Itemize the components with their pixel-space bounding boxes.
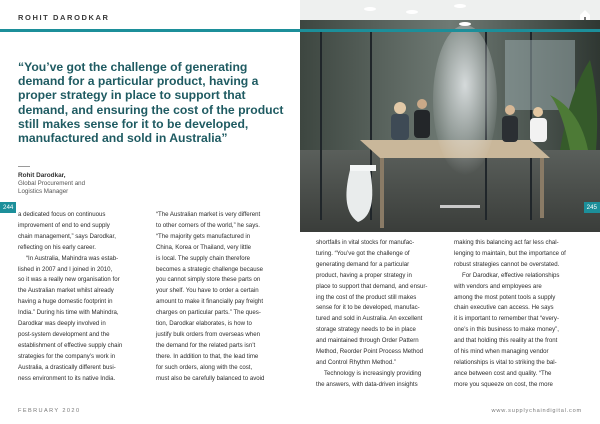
office-photo xyxy=(300,0,600,232)
text-line: ance between cost and quality. “The xyxy=(454,369,552,377)
text-line: “In Australia, Mahindra was estab- xyxy=(26,254,119,262)
home-icon[interactable] xyxy=(578,8,592,22)
text-line: with vendors and employees are xyxy=(454,282,542,290)
header-author: ROHIT DARODKAR xyxy=(18,13,110,22)
text-line: amount to make it financially pay freight xyxy=(156,298,264,306)
text-line: and maintained through Order Pattern xyxy=(316,337,419,345)
text-line: justify bulk orders from overseas when xyxy=(156,330,260,338)
attribution-rule xyxy=(18,166,30,167)
page-number-right: 245 xyxy=(584,202,600,213)
text-line: turing. “You’ve got the challenge of xyxy=(316,249,410,257)
text-line: place to support that demand, and ensur- xyxy=(316,282,428,290)
text-line: ing the cost of the product still makes xyxy=(316,293,417,301)
text-line: relationships is vital to striking the bal- xyxy=(454,358,557,366)
text-line: “The majority gets manufactured in xyxy=(156,232,251,240)
text-line: and Control Rhythm Method.” xyxy=(316,358,396,366)
text-line: making this balancing act far less chal- xyxy=(454,239,559,246)
text-line: among the most potent tools a supply xyxy=(454,293,556,301)
text-line: chain executive can access. He says xyxy=(454,304,554,312)
text-line: strategies for the company’s work in xyxy=(18,352,116,360)
text-line: for such orders, along with the cost, xyxy=(156,363,253,371)
text-line: tured and sold in Australia. An excellent xyxy=(316,315,423,323)
text-line: establishment of effective supply chain xyxy=(18,341,123,349)
text-line: Method, Reorder Point Process Method xyxy=(316,348,424,356)
text-line: “The Australian market is very different xyxy=(156,211,261,218)
text-line: it is important to remember that “every- xyxy=(454,315,559,323)
text-line: shortfalls in vital stocks for manufac- xyxy=(316,239,415,246)
text-line: reflecting on his early career. xyxy=(18,243,96,251)
pull-quote: “You’ve got the challenge of generating demand for a particular product, having a proper strategy in place to support that demand, and ensuring the cost of the product still makes sense for it to be developed, manufactured and sold in Australia” xyxy=(18,60,284,146)
text-line: tion, Darodkar elaborates, is how to xyxy=(156,320,252,328)
text-line: must also be carefully balanced to avoid xyxy=(156,374,265,382)
text-line: product, having a proper strategy in xyxy=(316,271,412,279)
text-column-3 xyxy=(316,238,427,391)
office-photo-illustration xyxy=(300,0,600,232)
text-column-4 xyxy=(454,238,566,391)
page-number-left: 244 xyxy=(0,202,16,213)
footer-website-link[interactable]: www.supplychaindigital.com xyxy=(491,408,582,414)
text-line: lenging to maintain, but the importance of xyxy=(454,249,566,257)
text-column-2 xyxy=(156,210,264,385)
text-line: charges on particular parts.” The ques- xyxy=(156,309,261,317)
text-line: there. In addition to that, the lead time xyxy=(156,352,259,360)
text-line: more you squeeze on cost, the more xyxy=(454,380,553,388)
text-line: so it was a really new organisation for xyxy=(18,276,120,284)
text-line: Technology is increasingly providing xyxy=(324,369,422,377)
text-line: robust strategies cannot be overstated. xyxy=(454,260,560,268)
footer-date: FEBRUARY 2020 xyxy=(18,408,81,414)
text-line: of his mind when managing vendor xyxy=(454,348,549,356)
text-line: For Darodkar, effective relationships xyxy=(462,271,560,279)
text-line: sense for it to be developed, manufac- xyxy=(316,304,420,312)
text-line: storage strategy needs to be in place xyxy=(316,326,416,334)
text-line: the Australian market whilst already xyxy=(18,287,114,295)
text-line: improvement of end to end supply xyxy=(18,221,110,229)
attribution-name: Rohit Darodkar, xyxy=(18,172,66,179)
text-line: having a huge domestic footprint in xyxy=(18,298,113,306)
text-line: to other corners of the world,” he says. xyxy=(156,221,260,229)
text-line: becomes a strategic challenge because xyxy=(156,265,264,273)
text-line: chain management,” says Darodkar, xyxy=(18,232,116,240)
text-line: India.” During his time with Mahindra, xyxy=(18,309,119,317)
text-line: one’s in this business to make money”, xyxy=(454,326,559,334)
text-line: you cannot simply store these parts on xyxy=(156,276,261,284)
text-line: your shelf. You have to order a certain xyxy=(156,287,259,295)
text-line: generating demand for a particular xyxy=(316,260,410,268)
text-line: China, Korea or Thailand, very little xyxy=(156,243,252,251)
text-line: Darodkar was deeply involved in xyxy=(18,320,106,328)
text-line: Australia, a drastically different busi- xyxy=(18,363,116,371)
attribution-title: Global Procurement and Logistics Manager xyxy=(18,180,86,196)
text-line: is local. The supply chain therefore xyxy=(156,254,251,262)
text-column-1 xyxy=(18,210,122,385)
text-line: a dedicated focus on continuous xyxy=(18,211,106,218)
text-line: lished in 2007 and I joined in 2010, xyxy=(18,265,113,273)
text-line: and that holding this reality at the front xyxy=(454,337,558,345)
text-line: the demand for the related parts isn’t xyxy=(156,341,256,349)
text-line: the answers, with data-driven insights xyxy=(316,380,418,388)
text-line: ness environment to its native India. xyxy=(18,374,116,382)
teal-accent-band xyxy=(0,29,600,32)
text-line: post-system development and the xyxy=(18,330,110,338)
